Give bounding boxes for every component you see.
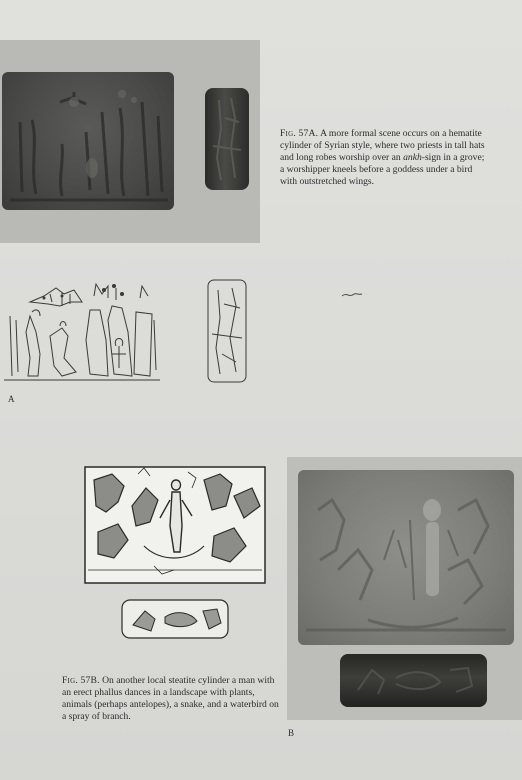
photo-fig-57b: [287, 457, 522, 720]
caption-a-text-1: A more formal scene occurs on a hematite cylinder of Syrian style, where two priests in tall hats and long robes worship over an: [280, 128, 485, 163]
impression-slab-a: [2, 72, 174, 210]
caption-fig-57a: [280, 128, 488, 188]
label-a: A: [8, 394, 15, 404]
cylinder-carving-a: [205, 88, 249, 190]
impression-relief-a: [2, 72, 174, 210]
cylinder-carving-b: [340, 654, 487, 707]
impression-relief-b: [298, 470, 514, 645]
hematite-cylinder: [205, 88, 249, 190]
drawing-rollout-b: [84, 466, 266, 584]
impression-slab-b: [298, 470, 514, 645]
stray-mark: [340, 290, 364, 300]
steatite-cylinder: [340, 654, 487, 707]
drawing-cylinder-b: [121, 599, 229, 639]
label-b: B: [288, 728, 295, 738]
caption-fig-57b: [62, 675, 282, 723]
caption-b-prefix: Fig. 57B.: [62, 675, 100, 686]
caption-a-italic: ankh: [403, 152, 422, 163]
caption-a-prefix: Fig. 57A.: [280, 128, 319, 139]
caption-b-text: On another local steatite cylinder a man with an erect phallus dances in a landscape with plants, animals (perhaps antelopes), a snake, and a waterbird on a spray of branch.: [62, 675, 279, 722]
drawing-cylinder-a: [206, 278, 248, 384]
caption-a-text-2: -sign in a grove; a worshipper kneels before a goddess under a bird with outstretched wings.: [280, 152, 485, 187]
drawing-rollout-a: [4, 280, 164, 390]
photo-fig-57a: [0, 40, 260, 243]
